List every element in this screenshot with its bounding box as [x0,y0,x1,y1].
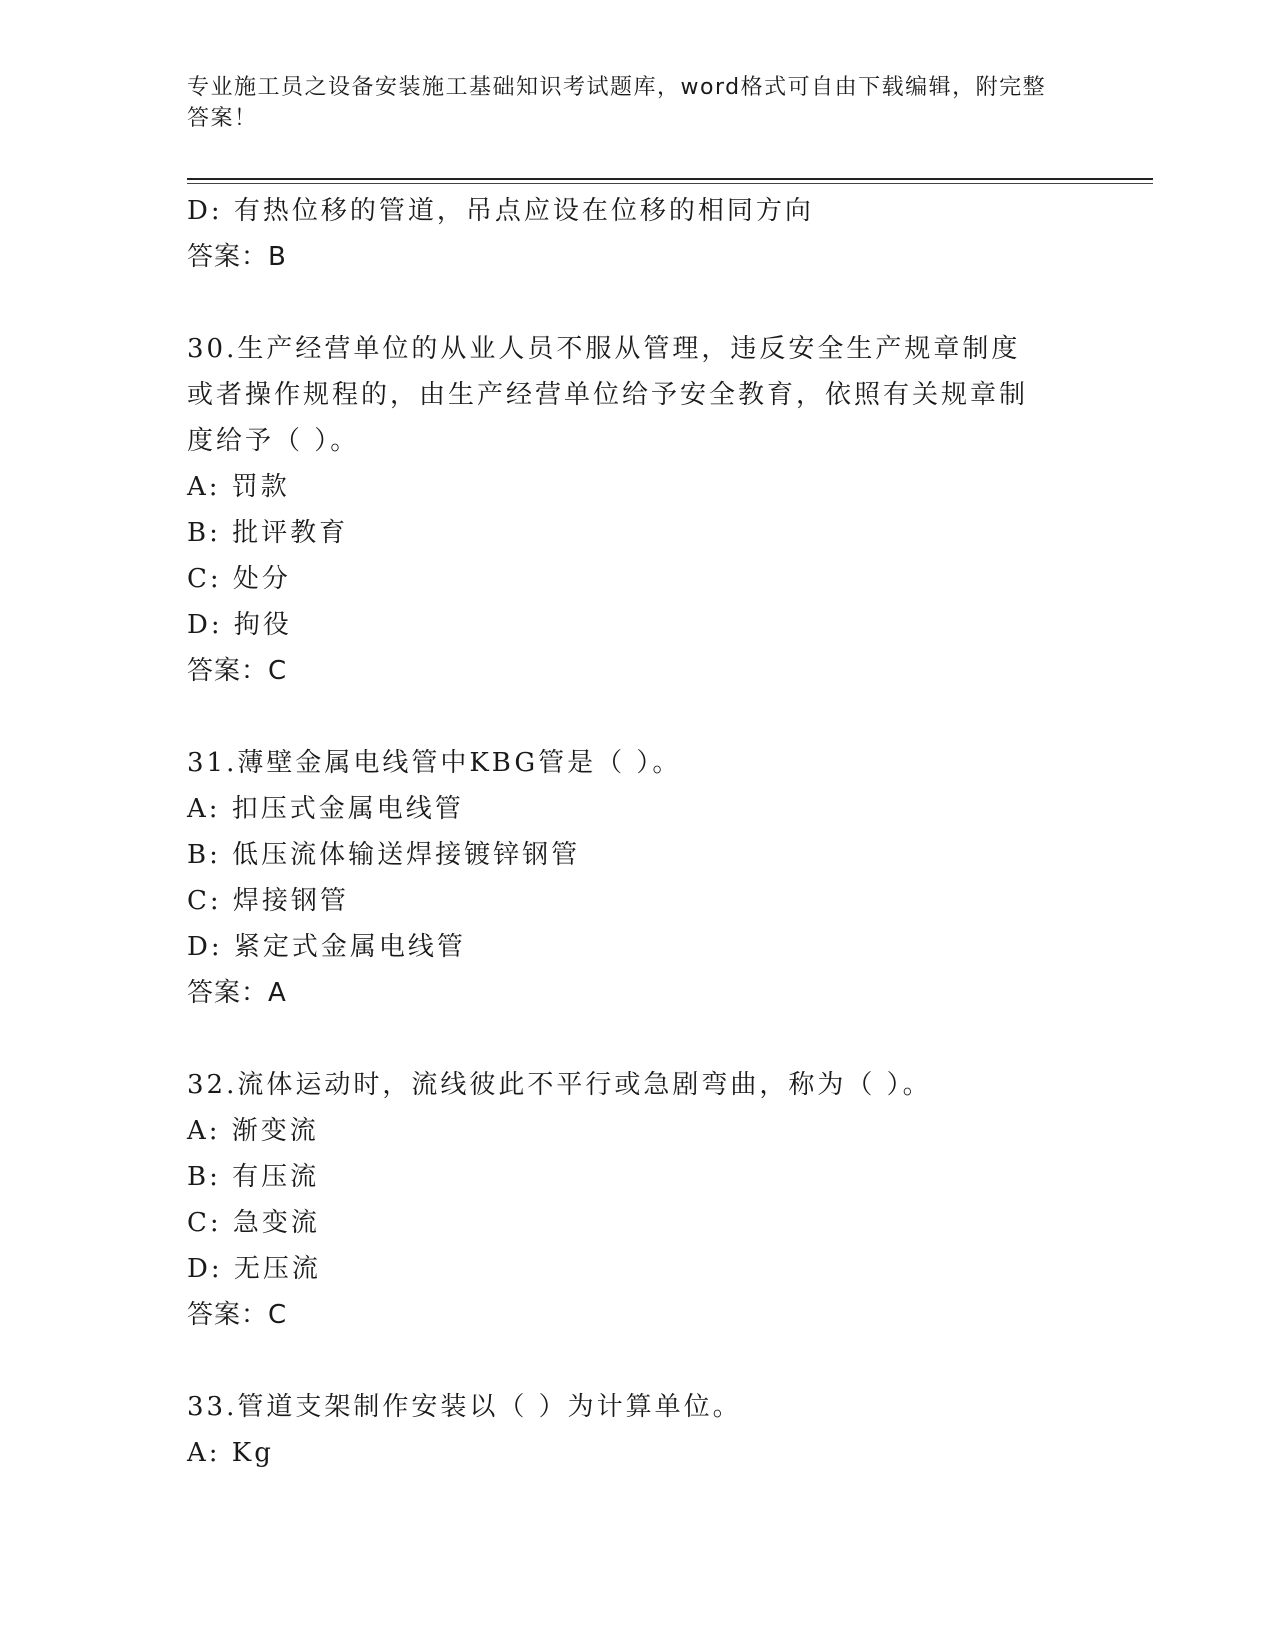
option-c: C: 急变流 [187,1208,320,1238]
question-30 [187,326,1087,694]
option-d: D: 紧定式金属电线管 [187,932,466,962]
question-33 [187,1384,1087,1476]
question-32 [187,1062,1087,1338]
header-divider-thin [187,183,1153,184]
option-a: A: 罚款 [187,472,290,502]
option-c: C: 焊接钢管 [187,886,349,916]
answer: 答案：A [187,978,287,1008]
option-b: B: 低压流体输送焊接镀锌钢管 [187,840,581,870]
option-d: D: 拘役 [187,610,292,640]
option-a: A: Kg [187,1438,274,1468]
question-stem: 33.管道支架制作安装以（ ）为计算单位。 [187,1392,742,1422]
option-b: B: 有压流 [187,1162,320,1192]
option-a: A: 扣压式金属电线管 [187,794,464,824]
answer: 答案：C [187,656,288,686]
prev-answer: 答案：B [187,242,287,272]
option-b: B: 批评教育 [187,518,349,548]
question-stem: 32.流体运动时，流线彼此不平行或急剧弯曲，称为（ ）。 [187,1070,932,1100]
question-content [187,188,1087,1476]
header-divider-thick [187,178,1153,180]
document-header: 专业施工员之设备安装施工基础知识考试题库，word格式可自由下载编辑，附完整答案！ [187,75,1047,131]
option-a: A: 渐变流 [187,1116,319,1146]
question-31 [187,740,1087,1016]
option-d: D: 无压流 [187,1254,321,1284]
prev-option-d: D: 有热位移的管道，吊点应设在位移的相同方向 [187,196,814,226]
question-stem: 30.生产经营单位的从业人员不服从管理，违反安全生产规章制度或者操作规程的，由生产经营单位给予安全教育，依照有关规章制度给予（ ）。 [187,334,1029,456]
answer: 答案：C [187,1300,288,1330]
question-stem: 31.薄壁金属电线管中KBG管是（ ）。 [187,748,682,778]
option-c: C: 处分 [187,564,291,594]
